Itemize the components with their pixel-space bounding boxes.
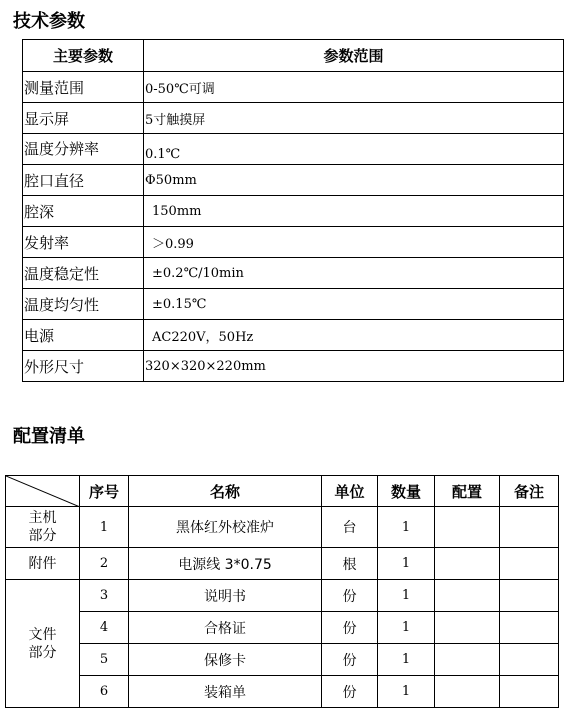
header-quantity: 数量 [378,476,435,507]
table-row [23,351,564,382]
param-name: 腔深 [23,196,144,227]
table-row [23,289,564,320]
item-configuration [435,612,500,644]
row-index: 4 [80,612,129,644]
row-index: 3 [80,580,129,612]
item-name: 装箱单 [129,676,322,708]
header-remarks: 备注 [500,476,559,507]
header-param-range: 参数范围 [144,40,564,72]
param-name: 显示屏 [23,103,144,134]
item-name: 保修卡 [129,644,322,676]
item-quantity: 1 [378,644,435,676]
table-row [6,580,559,612]
param-value: 0-50℃可调 [144,72,564,103]
table-row [23,134,564,165]
param-name: 腔口直径 [23,165,144,196]
item-quantity: 1 [378,580,435,612]
table-row [6,676,559,708]
table-row [6,612,559,644]
param-value: AC220V，50Hz [144,320,564,351]
row-index: 6 [80,676,129,708]
item-remarks [500,644,559,676]
header-index: 序号 [80,476,129,507]
item-quantity: 1 [378,676,435,708]
param-value: Φ50mm [144,165,564,196]
item-configuration [435,548,500,580]
item-configuration [435,580,500,612]
item-configuration [435,644,500,676]
item-remarks [500,676,559,708]
item-remarks [500,507,559,548]
param-value: 5寸触摸屏 [144,103,564,134]
section-title-config-list: 配置清单 [13,426,85,447]
row-index: 1 [80,507,129,548]
header-name: 名称 [129,476,322,507]
item-remarks [500,580,559,612]
header-configuration: 配置 [435,476,500,507]
item-unit: 根 [322,548,378,580]
table-row [23,165,564,196]
param-name: 测量范围 [23,72,144,103]
item-unit: 份 [322,612,378,644]
param-value: ±0.2℃/10min [144,258,564,289]
table-row [6,548,559,580]
item-quantity: 1 [378,507,435,548]
param-value: ＞0.99 [144,227,564,258]
table-row [6,644,559,676]
section-title-tech-params: 技术参数 [13,11,85,32]
item-unit: 台 [322,507,378,548]
table-row [23,103,564,134]
param-value: 150mm [144,196,564,227]
param-value: 0.1℃ [144,134,564,165]
table-row [6,507,559,548]
item-configuration [435,507,500,548]
item-unit: 份 [322,644,378,676]
group-documents: 文件 部分 [6,580,80,708]
item-remarks [500,612,559,644]
param-name: 温度稳定性 [23,258,144,289]
param-value: 320×320×220mm [144,351,564,382]
group-main-unit: 主机 部分 [6,507,80,548]
item-name: 合格证 [129,612,322,644]
item-quantity: 1 [378,612,435,644]
item-remarks [500,548,559,580]
param-name: 电源 [23,320,144,351]
group-accessory: 附件 [6,548,80,580]
diagonal-header-cell [6,476,80,507]
item-unit: 份 [322,676,378,708]
item-name: 黑体红外校准炉 [129,507,322,548]
config-list-table [5,475,559,708]
item-name: 电源线 3*0.75 [129,548,322,580]
item-unit: 份 [322,580,378,612]
row-index: 2 [80,548,129,580]
item-configuration [435,676,500,708]
param-name: 外形尺寸 [23,351,144,382]
table-row [23,196,564,227]
item-quantity: 1 [378,548,435,580]
table-row [23,320,564,351]
table-row [23,258,564,289]
table-row [23,227,564,258]
param-name: 温度均匀性 [23,289,144,320]
header-unit: 单位 [322,476,378,507]
param-name: 发射率 [23,227,144,258]
header-main-param: 主要参数 [23,40,144,72]
table-header-row [6,476,559,507]
param-name: 温度分辨率 [23,134,144,165]
item-name: 说明书 [129,580,322,612]
diagonal-line [6,476,80,507]
table-header-row [23,40,564,72]
row-index: 5 [80,644,129,676]
table-row [23,72,564,103]
param-value: ±0.15℃ [144,289,564,320]
tech-params-table [22,39,564,382]
